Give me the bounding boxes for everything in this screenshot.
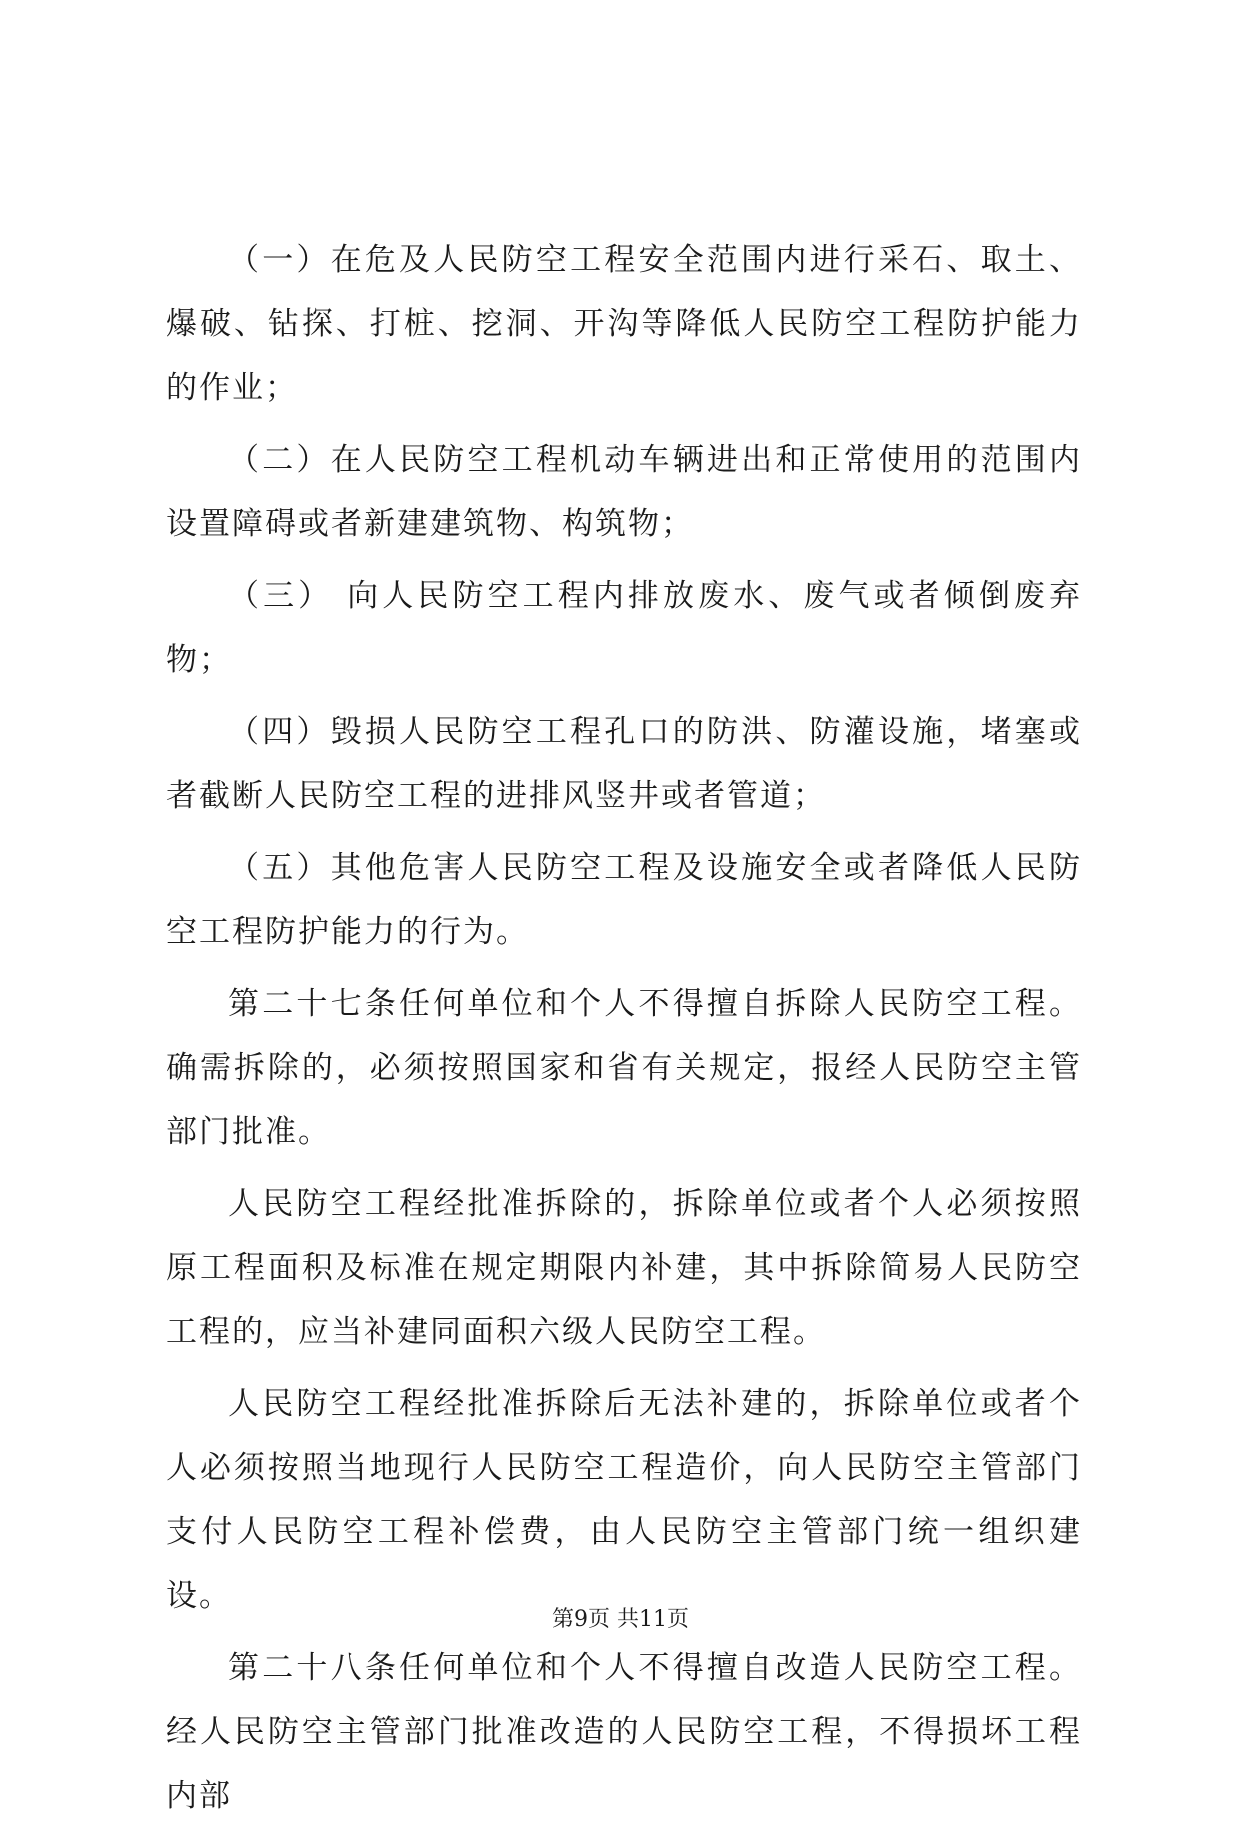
paragraph-rebuild-rule: 人民防空工程经批准拆除的，拆除单位或者个人必须按照原工程面积及标准在规定期限内补建，其中拆除简易人民防空工程的，应当补建同面积六级人民防空工程。 bbox=[166, 1186, 1082, 1350]
paragraph-item-3: （三） 向人民防空工程内排放废水、废气或者倾倒废弃物； bbox=[166, 578, 1082, 678]
paragraph-item-2: （二）在人民防空工程机动车辆进出和正常使用的范围内设置障碍或者新建建筑物、构筑物； bbox=[166, 442, 1082, 542]
document-body bbox=[166, 228, 1082, 1836]
paragraph-article-28: 第二十八条任何单位和个人不得擅自改造人民防空工程。经人民防空主管部门批准改造的人民防空工程，不得损坏工程内部 bbox=[166, 1650, 1082, 1814]
page-number-footer: 第9页 共11页 bbox=[552, 1607, 689, 1632]
paragraph-item-4: （四）毁损人民防空工程孔口的防洪、防灌设施，堵塞或者截断人民防空工程的进排风竖井或者管道； bbox=[166, 714, 1082, 814]
paragraph-article-27: 第二十七条任何单位和个人不得擅自拆除人民防空工程。确需拆除的，必须按照国家和省有关规定，报经人民防空主管部门批准。 bbox=[166, 986, 1082, 1150]
paragraph-compensation-rule: 人民防空工程经批准拆除后无法补建的，拆除单位或者个人必须按照当地现行人民防空工程造价，向人民防空主管部门支付人民防空工程补偿费，由人民防空主管部门统一组织建设。 bbox=[166, 1386, 1082, 1614]
paragraph-item-1: （一）在危及人民防空工程安全范围内进行采石、取土、爆破、钻探、打桩、挖洞、开沟等降低人民防空工程防护能力的作业； bbox=[166, 242, 1082, 406]
paragraph-item-5: （五）其他危害人民防空工程及设施安全或者降低人民防空工程防护能力的行为。 bbox=[166, 850, 1082, 950]
